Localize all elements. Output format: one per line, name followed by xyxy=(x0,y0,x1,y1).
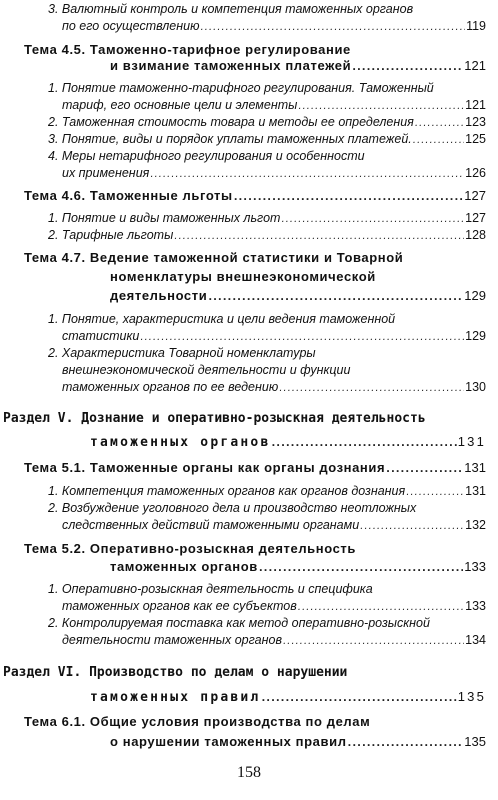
toc-line xyxy=(48,580,494,598)
toc-entry-text: таможенных правил xyxy=(90,690,261,705)
toc-page-number: 123 xyxy=(465,115,486,129)
toc-line xyxy=(62,378,486,396)
toc-line xyxy=(62,96,486,114)
toc-entry-text: внешнеэкономической деятельности и функции xyxy=(62,363,351,377)
toc-page-number: 131 xyxy=(464,460,486,475)
toc-page-number: 129 xyxy=(464,288,486,303)
toc-entry-text: 3. Валютный контроль и компетенция таможенных органов xyxy=(48,2,414,16)
toc-line xyxy=(24,249,494,267)
toc-line xyxy=(48,113,486,131)
toc-line xyxy=(90,433,486,451)
toc-entry-text: 1. Оперативно-розыскная деятельность и специфика xyxy=(48,582,373,596)
toc-entry-text: следственных действий таможенными органами xyxy=(62,518,360,532)
toc-entry-text: по его осуществлению xyxy=(62,19,200,33)
toc-page-number: 127 xyxy=(464,188,486,203)
toc-page-number: 119 xyxy=(466,19,486,33)
dot-leader xyxy=(283,633,464,649)
toc-line xyxy=(48,130,486,148)
dot-leader xyxy=(298,98,464,114)
toc-page-number: 128 xyxy=(465,228,486,242)
toc-entry-text: 4. Меры нетарифного регулирования и особенности xyxy=(48,149,365,163)
toc-entry-text: деятельности таможенных органов xyxy=(62,633,282,647)
toc-entry-text: 2. Возбуждение уголовного дела и производство неотложных xyxy=(48,501,417,515)
toc-entry-text: 1. Компетенция таможенных органов как органов дознания xyxy=(48,484,406,498)
toc-entry-text: Тема 6.1. Общие условия производства по делам xyxy=(24,714,371,729)
toc-entry-text: 2. Тарифные льготы xyxy=(48,228,174,242)
toc-line xyxy=(48,209,486,227)
toc-page-number: 133 xyxy=(464,559,486,574)
toc-line xyxy=(62,17,486,35)
dot-leader xyxy=(360,518,464,534)
toc-page-number: 131 xyxy=(457,434,486,449)
toc-line xyxy=(24,540,494,558)
toc-entry-text: Раздел V. Дознание и оперативно-розыскная деятельность xyxy=(3,411,426,426)
toc-line xyxy=(48,226,486,244)
dot-leader xyxy=(261,690,456,706)
toc-line xyxy=(48,0,494,18)
toc-line xyxy=(48,482,486,500)
dot-leader xyxy=(413,132,464,148)
toc-entry-text: 3. Понятие, виды и порядок уплаты таможенных платежей. xyxy=(48,132,412,146)
dot-leader xyxy=(140,329,464,345)
dot-leader xyxy=(348,735,464,751)
toc-entry-text: Тема 4.7. Ведение таможенной статистики и Товарной xyxy=(24,250,404,265)
dot-leader xyxy=(150,166,464,182)
toc-entry-text: Тема 4.5. Таможенно-тарифное регулирование xyxy=(24,42,351,57)
toc-entry-text: статистики xyxy=(62,329,140,343)
toc-line xyxy=(110,57,486,75)
toc-line xyxy=(110,558,486,576)
dot-leader xyxy=(200,19,465,35)
toc-entry-text: 1. Понятие, характеристика и цели ведения таможенной xyxy=(48,312,396,326)
toc-line xyxy=(48,79,494,97)
toc-line xyxy=(110,268,494,286)
toc-page-number: 121 xyxy=(464,58,486,73)
toc-entry-text: их применения xyxy=(62,166,150,180)
dot-leader xyxy=(415,115,464,131)
toc-entry-text: номенклатуры внешнеэкономической xyxy=(110,269,376,284)
toc-page-number: 135 xyxy=(464,734,486,749)
toc-line xyxy=(110,287,486,305)
toc-entry-text: 1. Понятие и виды таможенных льгот xyxy=(48,211,281,225)
toc-page-number: 129 xyxy=(465,329,486,343)
toc-line xyxy=(62,361,494,379)
toc-line xyxy=(24,459,486,477)
toc-entry-text: Тема 5.1. Таможенные органы как органы дознания xyxy=(24,460,386,475)
toc-page-number: 132 xyxy=(465,518,486,532)
toc-entry-text: 2. Таможенная стоимость товара и методы ее определения xyxy=(48,115,414,129)
dot-leader xyxy=(234,189,464,205)
toc-line xyxy=(24,187,486,205)
dot-leader xyxy=(281,211,464,227)
toc-entry-text: тариф, его основные цели и элементы xyxy=(62,98,298,112)
toc-entry-text: о нарушении таможенных правил xyxy=(110,734,347,749)
toc-entry-text: 1. Понятие таможенно-тарифного регулирования. Таможенный xyxy=(48,81,434,95)
toc-entry-text: Тема 4.6. Таможенные льготы xyxy=(24,188,233,203)
toc-line xyxy=(3,664,494,682)
dot-leader xyxy=(298,599,464,615)
toc-entry-text: таможенных органов как ее субъектов xyxy=(62,599,297,613)
toc-line xyxy=(62,516,486,534)
dot-leader xyxy=(352,59,463,75)
toc-line xyxy=(24,713,494,731)
toc-page-number: 135 xyxy=(457,689,486,704)
toc-entry-text: Тема 5.2. Оперативно-розыскная деятельность xyxy=(24,541,356,556)
toc-page-number: 134 xyxy=(465,633,486,647)
toc-entry-text: 2. Контролируемая поставка как метод оперативно-розыскной xyxy=(48,616,430,630)
toc-entry-text: таможенных органов по ее ведению xyxy=(62,380,279,394)
dot-leader xyxy=(174,228,464,244)
toc-entry-text: таможенных органов xyxy=(110,559,258,574)
toc-entry-text: Раздел VI. Производство по делам о нарушении xyxy=(3,665,348,680)
toc-line xyxy=(48,344,494,362)
dot-leader xyxy=(386,461,463,477)
toc-line xyxy=(48,147,494,165)
toc-page-number: 130 xyxy=(465,380,486,394)
toc-entry-text: деятельности xyxy=(110,288,208,303)
toc-line xyxy=(90,688,486,706)
dot-leader xyxy=(271,435,456,451)
toc-line xyxy=(62,327,486,345)
dot-leader xyxy=(208,289,463,305)
toc-page-number: 127 xyxy=(465,211,486,225)
toc-page-number: 131 xyxy=(465,484,486,498)
toc-line xyxy=(48,310,494,328)
toc-page-number: 133 xyxy=(465,599,486,613)
toc-page-number: 125 xyxy=(465,132,486,146)
dot-leader xyxy=(279,380,464,396)
dot-leader xyxy=(406,484,464,500)
toc-entry-text: 2. Характеристика Товарной номенклатуры xyxy=(48,346,316,360)
toc-line xyxy=(62,631,486,649)
page-number: 158 xyxy=(237,764,261,781)
toc-line xyxy=(110,733,486,751)
toc-page-number: 126 xyxy=(465,166,486,180)
toc-entry-text: и взимание таможенных платежей xyxy=(110,58,352,73)
toc-line xyxy=(48,614,494,632)
toc-entry-text: таможенных органов xyxy=(90,435,271,450)
toc-line xyxy=(3,410,494,428)
toc-line xyxy=(48,499,494,517)
toc-line xyxy=(62,164,486,182)
dot-leader xyxy=(259,560,463,576)
toc-page-number: 121 xyxy=(465,98,486,112)
toc-line xyxy=(62,597,486,615)
